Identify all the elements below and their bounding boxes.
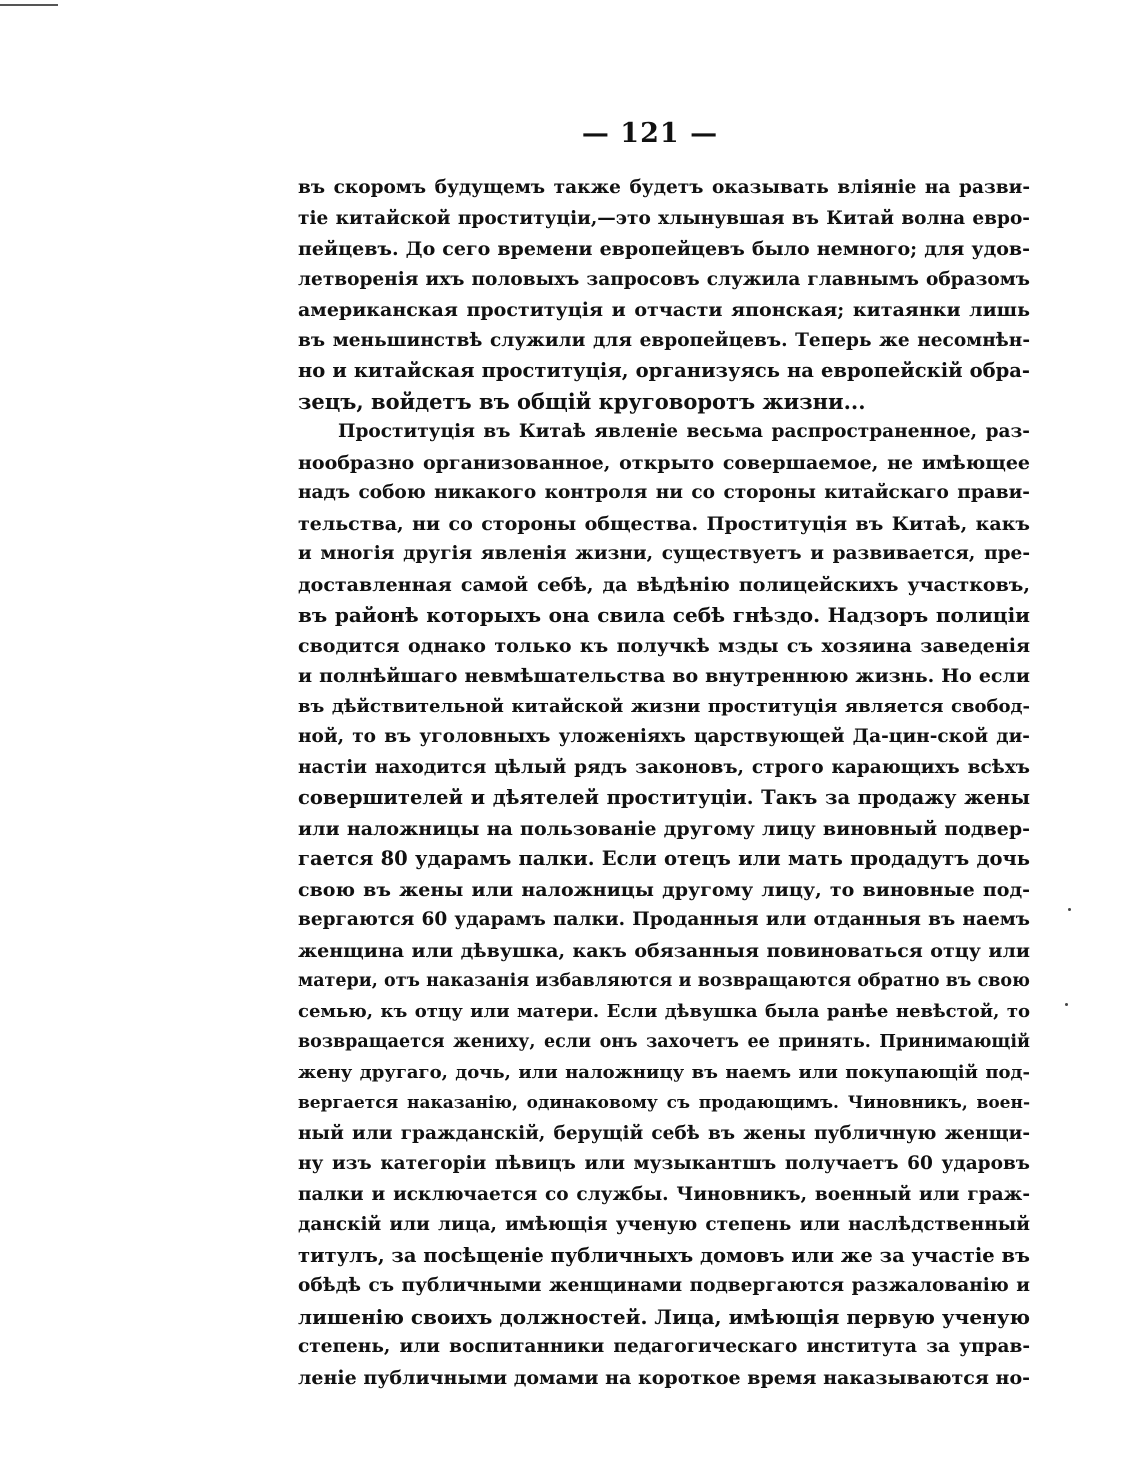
text-line: степень, или воспитанники педагогическаго института за управ- xyxy=(298,1336,1030,1357)
text-line: палки и исключается со службы. Чиновникъ, военный или граж- xyxy=(298,1183,1030,1205)
text-line: въ меньшинствѣ служили для европейцевъ. Теперь же несомнѣн- xyxy=(298,329,1030,351)
text-line: летворенія ихъ половыхъ запросовъ служила главнымъ образомъ xyxy=(298,268,1030,290)
text-line: но и китайская проституція, организуясь на европейскій обра- xyxy=(298,359,1030,382)
text-line: семью, къ отцу или матери. Если дѣвушка была ранѣе невѣстой, то xyxy=(298,1000,1030,1022)
text-line: жену другаго, дочь, или наложницу въ наемъ или покупающій под- xyxy=(298,1061,1030,1083)
scan-speck xyxy=(1068,908,1071,911)
paragraph-1 xyxy=(298,173,1030,417)
text-line: вергаются 60 ударамъ палки. Проданныя или отданныя въ наемъ xyxy=(298,909,1030,930)
text-line: пейцевъ. До сего времени европейцевъ было немного; для удов- xyxy=(298,238,1030,260)
text-line: женщина или дѣвушка, какъ обязанныя повиноваться отцу или xyxy=(298,939,1030,962)
text-line: леніе публичными домами на короткое время наказываются но- xyxy=(298,1366,1030,1389)
text-line: данскій или лица, имѣющія ученую степень или наслѣдственный xyxy=(298,1214,1030,1235)
text-line: въ скоромъ будущемъ также будетъ оказывать вліяніе на разви- xyxy=(298,177,1030,198)
scan-speck xyxy=(1065,1003,1068,1006)
text-line: титулъ, за посѣщеніе публичныхъ домовъ или же за участіе въ xyxy=(298,1243,1030,1267)
text-line: настіи находится цѣлый рядъ законовъ, строго карающихъ всѣхъ xyxy=(298,756,1030,778)
text-line: ну изъ категоріи пѣвицъ или музыкантшъ получаетъ 60 ударовъ xyxy=(298,1153,1030,1174)
text-line: совершителей и дѣятелей проституціи. Такъ за продажу жены xyxy=(298,786,1030,809)
text-line: гается 80 ударамъ палки. Если отецъ или мать продадутъ дочь xyxy=(298,847,1030,870)
body-text xyxy=(298,173,1030,1393)
text-line: вергается наказанію, одинаковому съ продающимъ. Чиновникъ, воен- xyxy=(298,1093,1030,1113)
text-line: ной, то въ уголовныхъ уложеніяхъ царствующей Да-цин-ской ди- xyxy=(298,726,1030,747)
text-line: свою въ жены или наложницы другому лицу, то виновные под- xyxy=(298,878,1030,901)
text-line: матери, отъ наказанія избавляются и возвращаются обратно въ свою xyxy=(298,971,1030,991)
text-line: въ дѣйствительной китайской жизни проституція является свобод- xyxy=(298,695,1030,717)
text-line: лишенію своихъ должностей. Лица, имѣющія первую ученую xyxy=(298,1304,1030,1329)
page-number: — 121 — xyxy=(581,118,719,149)
text-line: нообразно организованное, открыто совершаемое, не имѣющее xyxy=(298,451,1030,474)
text-line: сводится однако только къ получкѣ мзды съ хозяина заведенія xyxy=(298,634,1030,657)
text-line: американская проституція и отчасти японская; китаянки лишь xyxy=(298,299,1030,321)
text-line: и многія другія явленія жизни, существуетъ и развивается, пре- xyxy=(298,543,1030,564)
text-line: ный или гражданскій, берущій себѣ въ жены публичную женщи- xyxy=(298,1122,1030,1144)
text-line: тельства, ни со стороны общества. Проституція въ Китаѣ, какъ xyxy=(298,512,1030,535)
text-line: тіе китайской проституціи,—это хлынувшая въ Китай волна евро- xyxy=(298,207,1030,229)
text-line: возвращается жениху, если онъ захочетъ ее принять. Принимающій xyxy=(298,1032,1030,1052)
text-line: зецъ, войдетъ въ общій круговоротъ жизни... xyxy=(298,388,866,414)
text-line: доставленная самой себѣ, да вѣдѣнію полицейскихъ участковъ, xyxy=(298,573,1030,596)
text-line: надъ собою никакого контроля ни со стороны китайскаго прави- xyxy=(298,482,1030,503)
text-line: обѣдѣ съ публичными женщинами подвергаются разжалованію и xyxy=(298,1275,1030,1296)
text-line: въ районѣ которыхъ она свила себѣ гнѣздо. Надзоръ полиціи xyxy=(298,603,1030,627)
paragraph-2 xyxy=(298,417,1030,1393)
scan-edge-mark xyxy=(0,4,58,6)
text-line: Проституція въ Китаѣ явленіе весьма распространенное, раз- xyxy=(338,421,1030,442)
text-line: и полнѣйшаго невмѣшательства во внутреннюю жизнь. Но если xyxy=(298,665,1030,687)
text-line: или наложницы на пользованіе другому лицу виновный подвер- xyxy=(298,817,1030,840)
